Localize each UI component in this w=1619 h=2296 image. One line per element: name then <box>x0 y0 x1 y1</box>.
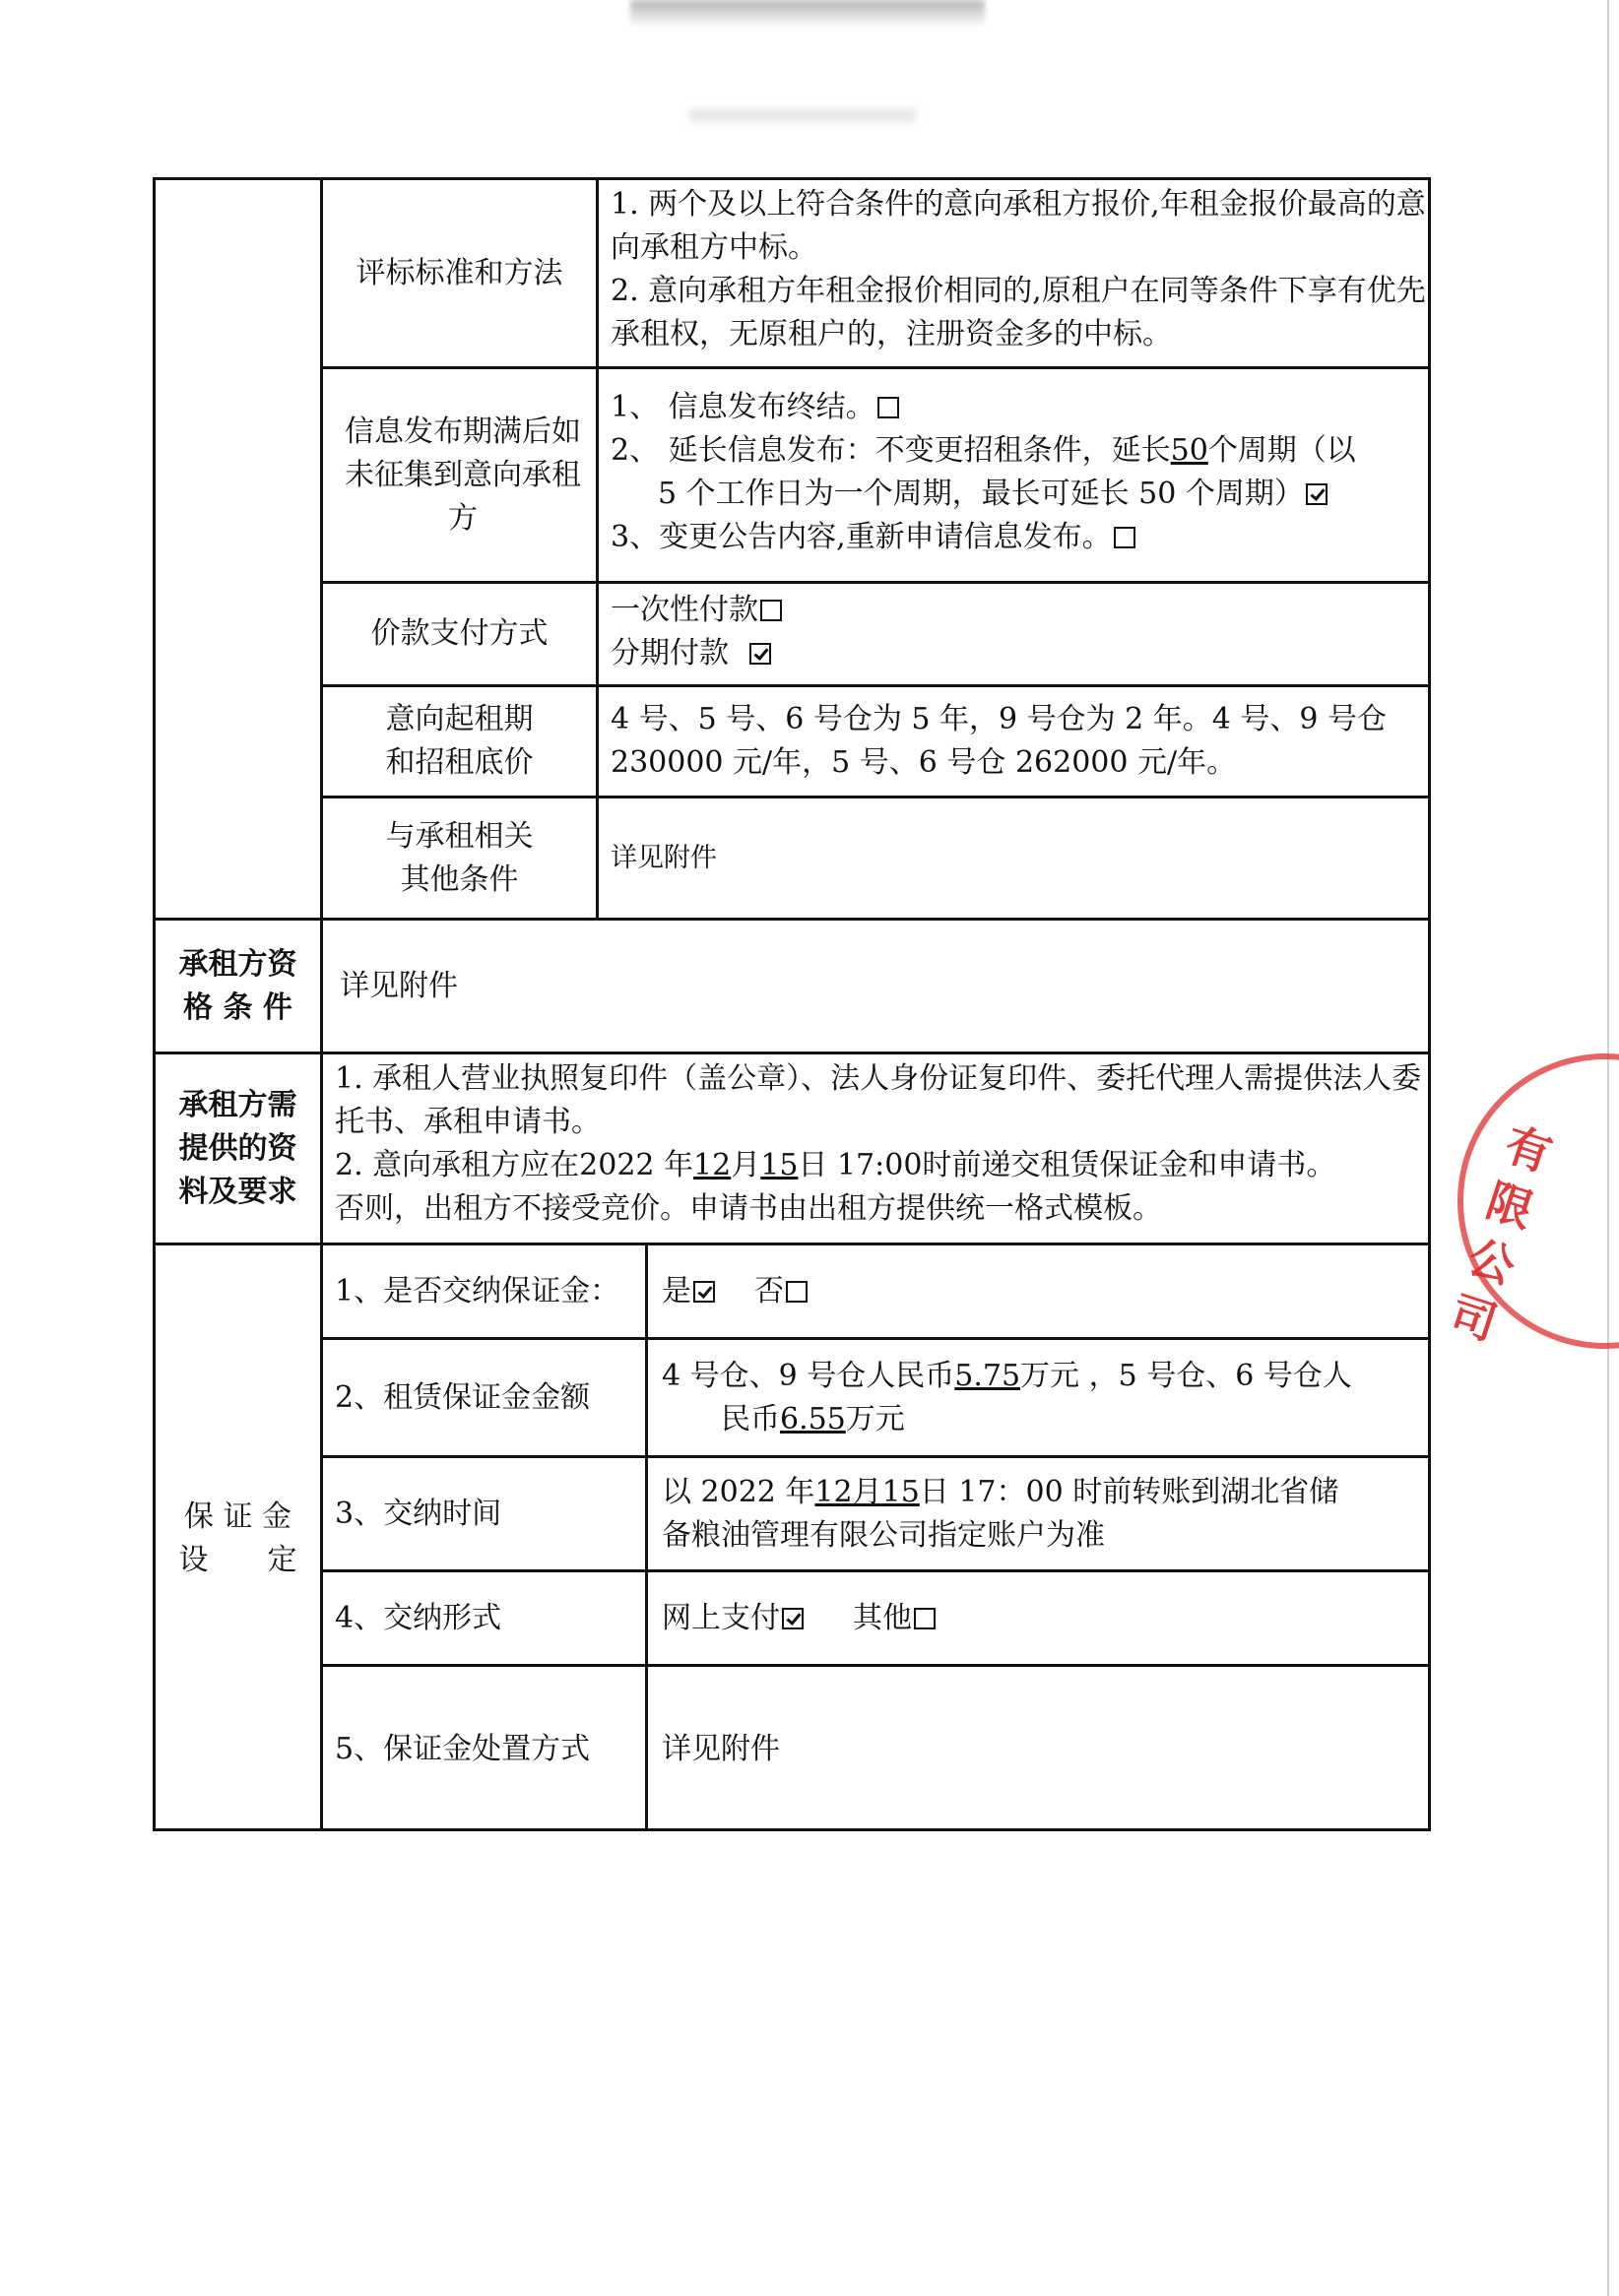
expiry-option-2-cont: 5 个工作日为一个周期，最长可延长 50 个周期） <box>611 473 1428 516</box>
checkbox-checked[interactable] <box>693 1281 715 1303</box>
deposit-no-label: 否 <box>754 1273 784 1308</box>
evaluation-rule-2: 2. 意向承租方年租金报价相同的,原租户在同等条件下享有优先承租权，无原租户的，注册资金多的中标。 <box>611 274 1426 351</box>
payment-option-installment: 分期付款 <box>611 632 1426 675</box>
other-label-line-1: 与承租相关 <box>385 818 534 854</box>
materials-content-cell <box>335 1057 1426 1241</box>
deadline-month: 12 <box>693 1148 732 1182</box>
checkbox-unchecked[interactable] <box>877 397 899 418</box>
other-value: 详见附件 <box>611 842 717 873</box>
evaluation-content-cell <box>611 183 1426 366</box>
checkbox-checked[interactable] <box>782 1608 804 1629</box>
expiry-content-cell <box>611 386 1428 579</box>
deposit-item-2-label: 2、租赁保证金金额 <box>335 1379 591 1415</box>
deposit-label-line-1: 保 证 金 <box>183 1499 292 1534</box>
scan-artifact-top-2 <box>689 108 916 122</box>
deposit-time-line-2: 备粮油管理有限公司指定账户为准 <box>662 1517 1105 1553</box>
deposit-item-4-label-cell <box>335 1572 645 1664</box>
materials-label-cell <box>156 1054 320 1243</box>
qualification-label-cell <box>156 921 320 1052</box>
deposit-amount-1: 5.75 <box>954 1358 1021 1393</box>
deposit-other-label: 其他 <box>853 1600 912 1635</box>
payment-content-cell <box>611 589 1426 684</box>
expiry-option-3: 3、变更公告内容,重新申请信息发布。 <box>611 516 1428 559</box>
expiry-label-cell <box>345 369 581 581</box>
scan-artifact-top <box>630 0 985 26</box>
deposit-time-month: 12 <box>814 1474 853 1509</box>
other-label-line-2: 其他条件 <box>400 861 519 897</box>
deposit-time-line-1: 以 2022 年12月15日 17：00 时前转账到湖北省储 <box>662 1474 1339 1509</box>
deposit-item-3-label: 3、交纳时间 <box>335 1496 502 1531</box>
deposit-amount-line-1: 4 号仓、9 号仓人民币5.75万元 ，5 号仓、6 号仓人 <box>662 1358 1352 1393</box>
deposit-item-5-label: 5、保证金处置方式 <box>335 1731 591 1766</box>
evaluation-label-cell <box>323 180 596 366</box>
deposit-item-1-label-cell <box>335 1245 645 1337</box>
payment-label: 价款支付方式 <box>370 616 549 651</box>
materials-label-line-3: 料及要求 <box>178 1174 297 1209</box>
qualification-label-line-1: 承租方资 <box>178 946 297 982</box>
checkbox-checked[interactable] <box>1306 483 1328 505</box>
deposit-online-label: 网上支付 <box>662 1600 780 1635</box>
deposit-disposal-value: 详见附件 <box>662 1731 780 1766</box>
table-vline-1 <box>320 177 323 1831</box>
materials-requirement-3: 否则，出租方不接受竞价。申请书由出租方提供统一格式模板。 <box>335 1191 1162 1226</box>
materials-label-line-2: 提供的资 <box>178 1130 297 1166</box>
table-vline-3 <box>645 1243 648 1831</box>
lease-label-line-2: 和招租底价 <box>385 745 534 780</box>
lease-term-line-1: 4 号、5 号、6 号仓为 5 年，9 号仓为 2 年。4 号、9 号仓 <box>611 702 1388 736</box>
deposit-item-2-label-cell <box>335 1340 645 1455</box>
lease-term-line-2: 230000 元/年，5 号、6 号仓 262000 元/年。 <box>611 745 1237 780</box>
checkbox-unchecked[interactable] <box>760 600 782 621</box>
expiry-option-2: 2、 延长信息发布：不变更招租条件，延长50个周期（以 <box>611 433 1356 468</box>
deposit-item-4-label: 4、交纳形式 <box>335 1600 502 1635</box>
materials-requirement-2: 2. 意向承租方应在2022 年12月15日 17:00时前递交租赁保证金和申请书。 <box>335 1148 1336 1182</box>
deposit-time-day: 15 <box>881 1474 920 1509</box>
lease-label-line-1: 意向起租期 <box>385 702 534 736</box>
table-vline-2 <box>596 177 599 921</box>
checkbox-unchecked[interactable] <box>1114 527 1135 548</box>
payment-option-lump: 一次性付款 <box>611 589 1426 632</box>
deposit-label-cell <box>156 1245 320 1831</box>
company-seal-text: 有限公司 <box>1444 1116 1559 1351</box>
deposit-item-2-content-cell <box>662 1340 1426 1455</box>
lease-content-cell <box>611 687 1426 796</box>
lease-label-cell <box>323 687 596 796</box>
expiry-label: 信息发布期满后如未征集到意向承租方 <box>345 414 581 536</box>
evaluation-rule-1: 1. 两个及以上符合条件的意向承租方报价,年租金报价最高的意向承租方中标。 <box>611 187 1426 265</box>
other-content-cell <box>611 798 1426 918</box>
materials-requirement-1: 1. 承租人营业执照复印件（盖公章）、法人身份证复印件、委托代理人需提供法人委托书、承租申请书。 <box>335 1061 1422 1139</box>
other-label-cell <box>323 798 596 918</box>
deposit-yes-label: 是 <box>662 1273 691 1308</box>
deposit-item-1-content-cell <box>662 1245 1426 1337</box>
deposit-item-5-label-cell <box>335 1667 645 1831</box>
deposit-item-4-content-cell <box>662 1572 1426 1664</box>
evaluation-label: 评标标准和方法 <box>356 255 563 290</box>
deposit-label-line-2: 设 定 <box>178 1542 297 1577</box>
deposit-amount-2: 6.55 <box>780 1401 846 1436</box>
materials-label-line-1: 承租方需 <box>178 1087 297 1122</box>
checkbox-checked[interactable] <box>749 643 771 665</box>
checkbox-unchecked[interactable] <box>914 1608 936 1629</box>
qualification-label-line-2: 格 条 件 <box>183 989 292 1025</box>
deposit-item-1-label: 1、是否交纳保证金： <box>335 1273 620 1308</box>
payment-label-cell <box>323 584 596 684</box>
extension-period-count: 50 <box>1170 433 1208 468</box>
deposit-item-3-content-cell <box>662 1458 1426 1569</box>
deposit-item-3-label-cell <box>335 1458 645 1569</box>
deadline-day: 15 <box>760 1148 799 1182</box>
table-hline <box>153 1052 1431 1054</box>
deposit-amount-line-2: 民币6.55万元 <box>721 1401 905 1436</box>
qualification-value: 详见附件 <box>340 968 458 1003</box>
qualification-content-cell <box>340 921 1423 1052</box>
deposit-item-5-content-cell <box>662 1667 1426 1831</box>
expiry-option-1: 1、 信息发布终结。 <box>611 386 1428 429</box>
checkbox-unchecked[interactable] <box>786 1281 808 1303</box>
